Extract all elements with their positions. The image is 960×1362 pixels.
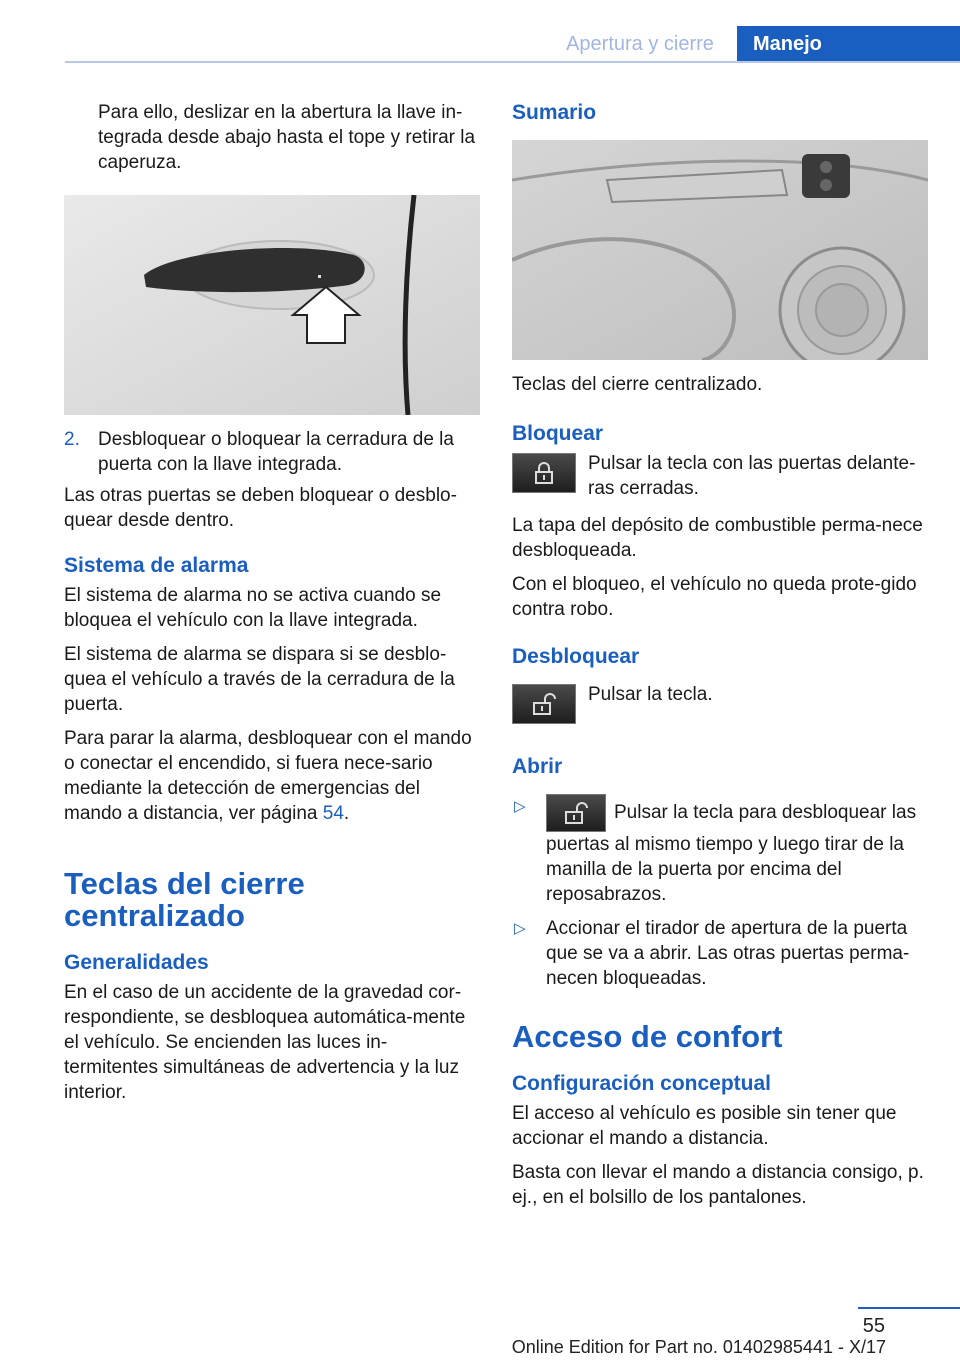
general-paragraph: En el caso de un accidente de la gravedad cor-respondiente, se desbloquea automática-mente el vehículo. Se encienden las luces in-termitentes simultáneas de advertencia y la luz interior. — [64, 982, 466, 1103]
unlock-icon — [564, 802, 588, 824]
door-panel-photo — [512, 140, 928, 360]
unlock-key-inline[interactable] — [546, 794, 606, 832]
alarm-paragraph-2: El sistema de alarma se dispara si se desblo-quea el vehículo a través de la cerradura de la puerta. — [64, 644, 455, 715]
lock-icon — [534, 462, 554, 484]
left-column — [64, 100, 480, 1114]
intro-text: Para ello, deslizar en la abertura la llave in-tegrada desde abajo hasta el tope y retirar la caperuza. — [98, 102, 476, 173]
edition-info: Online Edition for Part no. 01402985441 - X/17 — [511, 1337, 886, 1357]
open-bullet-1-text: Pulsar la tecla para desbloquear las puertas al mismo tiempo y luego tirar de la manilla de la puerta por encima del reposabrazos. — [546, 802, 917, 905]
door-handle-photo — [64, 195, 480, 415]
page-number: 55 — [862, 1315, 885, 1337]
comfort-access-heading: Acceso de confort — [512, 1019, 783, 1054]
open-bullet-2 — [512, 916, 928, 991]
central-locking-heading: Teclas del cierre centralizado — [64, 866, 305, 933]
header-section-tab[interactable]: Apertura y cierre — [566, 33, 714, 55]
triangle-bullet-icon: ▷ — [514, 920, 526, 937]
lock-paragraph-2: Con el bloqueo, el vehículo no queda prote-gido contra robo. — [512, 574, 917, 620]
unlock-text: Pulsar la tecla. — [588, 684, 713, 705]
open-bullet-2-text: Accionar el tirador de apertura de la puerta que se va a abrir. Las otras puertas perma-necen bloqueadas. — [546, 918, 910, 989]
general-heading: Generalidades — [64, 951, 209, 974]
lock-row — [512, 451, 928, 501]
unlock-icon — [532, 693, 556, 715]
lock-heading: Bloquear — [512, 422, 604, 445]
header-chapter-tab[interactable]: Manejo — [737, 26, 960, 62]
lock-key[interactable] — [512, 453, 576, 493]
step-2 — [64, 427, 480, 477]
step-text: Desbloquear o bloquear la cerradura de la puerta con la llave integrada. — [98, 429, 454, 475]
summary-heading: Sumario — [512, 101, 597, 124]
alarm-paragraph-3: Para parar la alarma, desbloquear con el mando o conectar el encendido, si fuera nece-sario mediante la detección de emergencias del mando a distancia, ver página 54. — [64, 728, 472, 824]
door-panel-illustration — [512, 140, 928, 360]
concept-heading: Configuración conceptual — [512, 1072, 772, 1095]
unlock-key[interactable] — [512, 684, 576, 724]
page-link[interactable]: 54 — [322, 803, 344, 824]
door-handle-illustration — [64, 195, 480, 415]
open-heading: Abrir — [512, 755, 563, 778]
photo-caption: Teclas del cierre centralizado. — [512, 374, 763, 395]
lock-paragraph-1: La tapa del depósito de combustible perma-nece desbloqueada. — [512, 515, 923, 561]
concept-paragraph-2: Basta con llevar el mando a distancia consigo, p. ej., en el bolsillo de los pantalones. — [512, 1162, 924, 1208]
other-doors-text: Las otras puertas se deben bloquear o desblo-quear desde dentro. — [64, 485, 457, 531]
step-number: 2. — [64, 429, 80, 450]
open-bullet-1 — [512, 794, 928, 907]
lock-text: Pulsar la tecla con las puertas delante-ras cerradas. — [588, 453, 916, 499]
footer-rule — [858, 1307, 960, 1309]
alarm-heading: Sistema de alarma — [64, 554, 249, 577]
alarm-paragraph-1: El sistema de alarma no se activa cuando se bloquea el vehículo con la llave integrada. — [64, 585, 442, 631]
unlock-row — [512, 682, 928, 724]
triangle-bullet-icon: ▷ — [514, 798, 526, 815]
right-column — [512, 100, 928, 1219]
unlock-heading: Desbloquear — [512, 645, 640, 668]
header-rule — [65, 61, 960, 63]
concept-paragraph-1: El acceso al vehículo es posible sin tener que accionar el mando a distancia. — [512, 1103, 897, 1149]
